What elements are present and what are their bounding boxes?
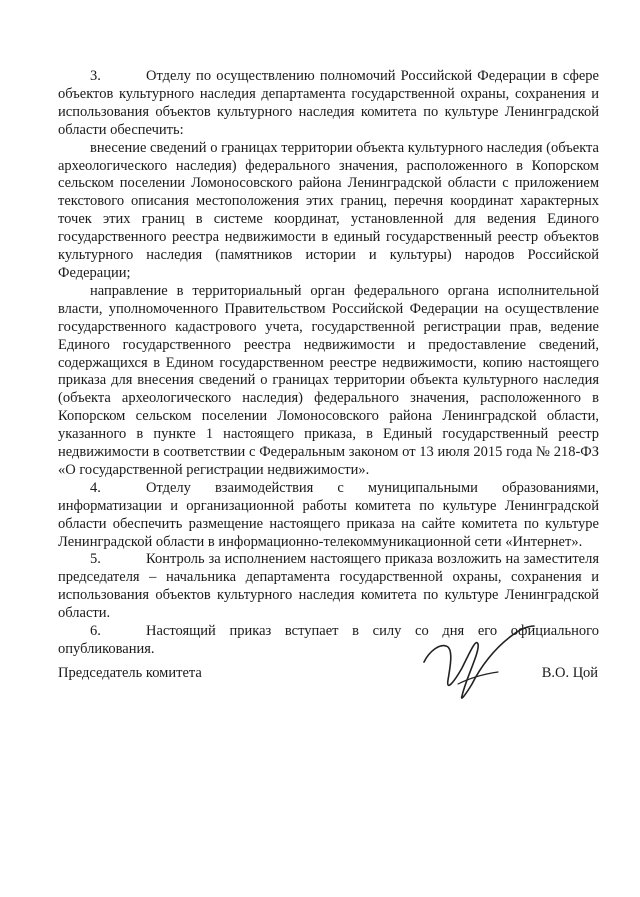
paragraph-5	[58, 551, 599, 623]
paragraph-number: 6.	[90, 623, 101, 640]
paragraph-3-item-1	[58, 140, 599, 283]
paragraph-4	[58, 480, 599, 552]
paragraph-text: направление в территориальный орган федерального органа исполнительной власти, уполномоченного Правительством Российской Федерации на осуществление государственного кадастрового учета, государственной регистрации прав, ведение Единого государственного реестра недвижимости и предоставление сведений, содержащихся в Едином государственном реестре недвижимости, копию настоящего приказа для внесения сведений о границах территории объекта культурного наследия (объекта археологического наследия) федерального значения, расположенного в Копорском сельском поселении Ломоносовского района Ленинградской области, указанного в пункте 1 настоящего приказа, в Единый государственный реестр недвижимости в соответствии с Федеральным законом от 13 июля 2015 года № 218-ФЗ «О государственной регистрации недвижимости».	[58, 282, 599, 478]
paragraph-number: 5.	[90, 551, 101, 568]
paragraph-number: 4.	[90, 479, 101, 496]
paragraph-3-item-2	[58, 283, 599, 480]
signatory-title: Председатель комитета	[58, 665, 202, 681]
paragraph-3	[58, 68, 599, 140]
paragraph-text: Настоящий приказ вступает в силу со дня его официального опубликования.	[58, 623, 599, 657]
paragraph-text: Отделу взаимодействия с муниципальными образованиями, информатизации и организационной работы комитета по культуре Ленинградской области обеспечить размещение настоящего приказа на сайте комитета по культуре Ленинградской области в информационно-телекоммуникационной сети «Интернет».	[58, 479, 599, 550]
paragraph-text: внесение сведений о границах территории объекта культурного наследия (объекта археологического наследия) федерального значения, расположенного в Копорском сельском поселении Ломоносовского района Ленинградской области с приложением текстового описания местоположения этих границ, перечня координат характерных точек этих границ в системе координат, установленной для ведения Единого государственного реестра недвижимости в единый государственный реестр объектов культурного наследия (памятников истории и культуры) народов Российской Федерации;	[58, 139, 599, 281]
handwritten-signature	[418, 622, 538, 704]
paragraph-text: Отделу по осуществлению полномочий Российской Федерации в сфере объектов культурного наследия департамента государственной охраны, сохранения и использования объектов культурного наследия комитета по культуре Ленинградской области обеспечить:	[58, 68, 599, 138]
signatory-name: В.О. Цой	[541, 665, 598, 681]
paragraph-text: Контроль за исполнением настоящего приказа возложить на заместителя председателя – начальника департамента государственной охраны, сохранения и использования объектов культурного наследия комитета по культуре Ленинградской области.	[58, 551, 599, 622]
document-body	[58, 68, 599, 659]
paragraph-number: 3.	[90, 68, 101, 84]
